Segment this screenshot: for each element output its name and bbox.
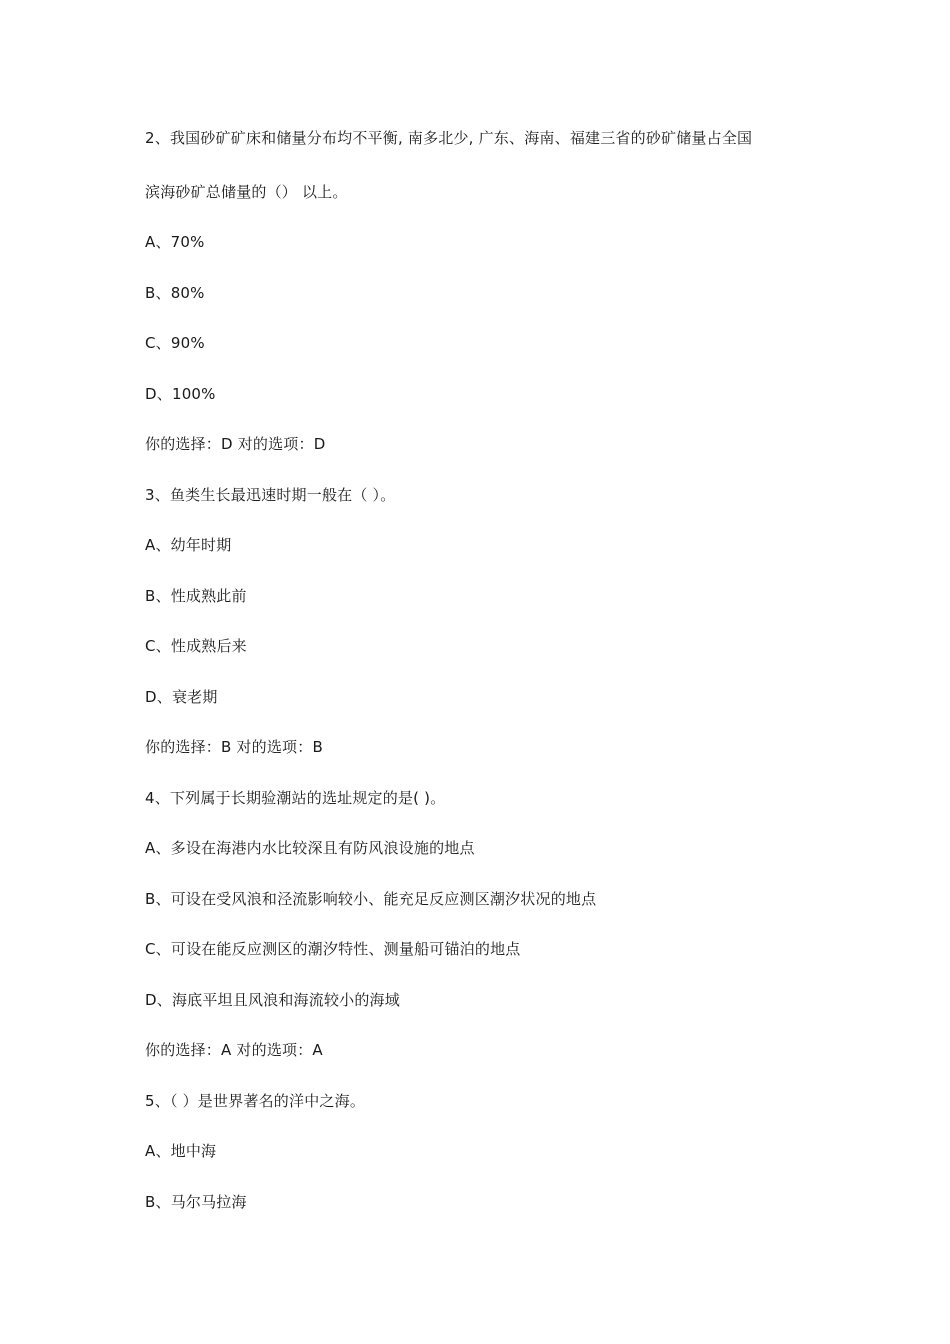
question-4-option-b: B、可设在受风浪和泾流影响较小、能充足反应测区潮汐状况的地点	[145, 890, 597, 908]
question-2-option-a: A、70%	[145, 233, 205, 251]
question-3-stem: 3、鱼类生长最迅速时期一般在（ ）。	[145, 486, 396, 504]
question-4-stem: 4、下列属于长期验潮站的选址规定的是( )。	[145, 789, 446, 807]
question-3-option-a: A、幼年时期	[145, 536, 232, 554]
question-3-option-d: D、衰老期	[145, 688, 218, 706]
question-3-option-b: B、性成熟此前	[145, 587, 247, 605]
question-2-stem-line-1: 2、我国砂矿矿床和储量分布均不平衡, 南多北少, 广东、海南、福建三省的砂矿储量占全国	[145, 129, 753, 147]
question-3-option-c: C、性成熟后来	[145, 637, 247, 655]
question-5-option-a: A、地中海	[145, 1142, 217, 1160]
question-5-option-b: B、马尔马拉海	[145, 1193, 247, 1211]
question-3-answer: 你的选择：B 对的选项：B	[145, 738, 323, 756]
question-4-option-c: C、可设在能反应测区的潮汐特性、测量船可锚泊的地点	[145, 940, 521, 958]
question-2-option-c: C、90%	[145, 334, 205, 352]
question-2-stem-line-2: 滨海砂矿总储量的（） 以上。	[145, 183, 348, 201]
question-5-stem: 5、（ ）是世界著名的洋中之海。	[145, 1092, 366, 1110]
question-2-option-b: B、80%	[145, 284, 205, 302]
question-4-option-a: A、多设在海港内水比较深且有防风浪设施的地点	[145, 839, 475, 857]
question-4-option-d: D、海底平坦且风浪和海流较小的海域	[145, 991, 400, 1009]
question-2-answer: 你的选择：D 对的选项：D	[145, 435, 326, 453]
question-4-answer: 你的选择：A 对的选项：A	[145, 1041, 323, 1059]
question-2-option-d: D、100%	[145, 385, 216, 403]
